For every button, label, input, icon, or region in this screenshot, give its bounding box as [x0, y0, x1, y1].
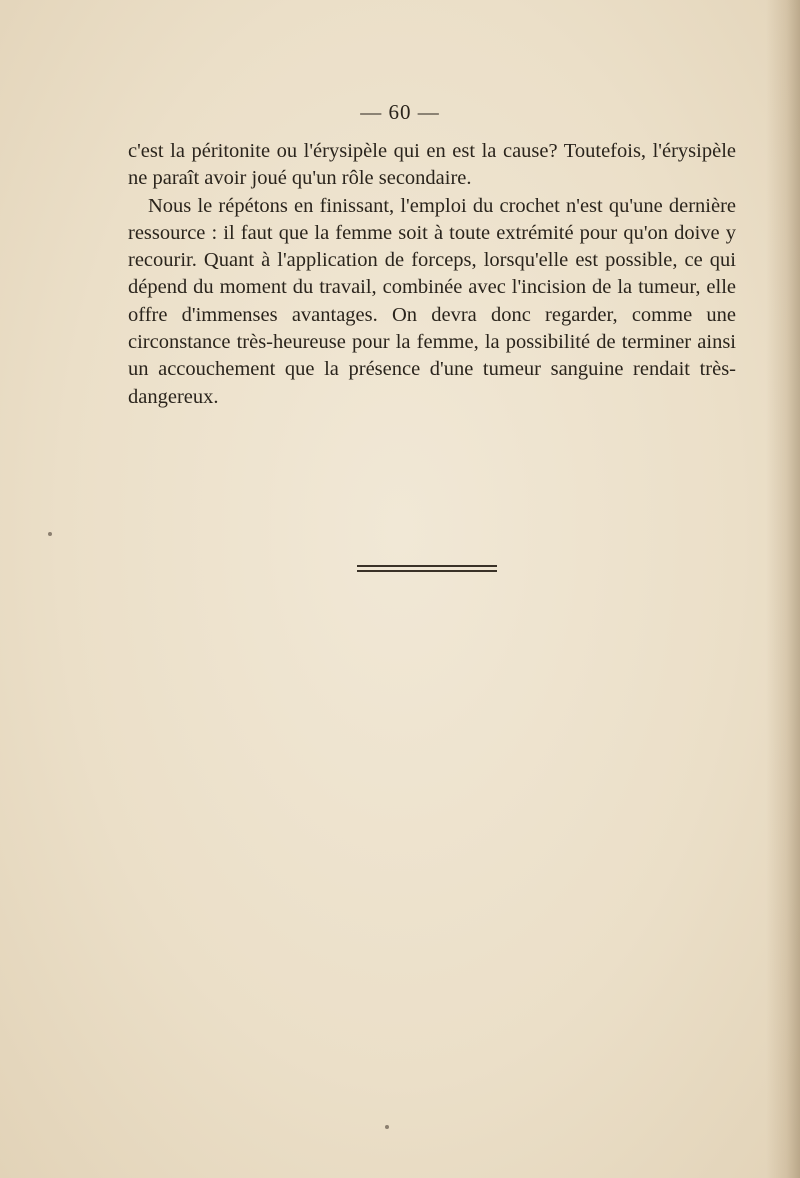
page-edge-shadow: [766, 0, 800, 1178]
page-number: — 60 —: [360, 100, 440, 124]
paragraph-conclusion: Nous le répétons en finissant, l'emploi du crochet n'est qu'une dernière ressource : il faut que la femme soit à toute extrémité pour qu'on doive y recourir. Quant à l'application de forceps, lorsqu'elle est possible, ce qui dépend du moment du travail, combinée avec l'incision de la tumeur, elle offre d'immenses avantages. On devra donc regarder, comme une circonstance très-heureuse pour la femme, la possibilité de terminer ainsi un accouchement que la présence d'une tumeur sanguine rendait très-dangereux.: [128, 194, 736, 408]
body-text: [128, 138, 736, 411]
end-rule-top: [357, 565, 497, 567]
paper-spot: [48, 532, 52, 536]
end-rule-bottom: [357, 570, 497, 572]
paragraph-continuation: c'est la péritonite ou l'érysipèle qui en est la cause? Toutefois, l'érysipèle ne paraît avoir joué qu'un rôle secondaire.: [128, 140, 736, 190]
paper-spot: [385, 1125, 389, 1129]
